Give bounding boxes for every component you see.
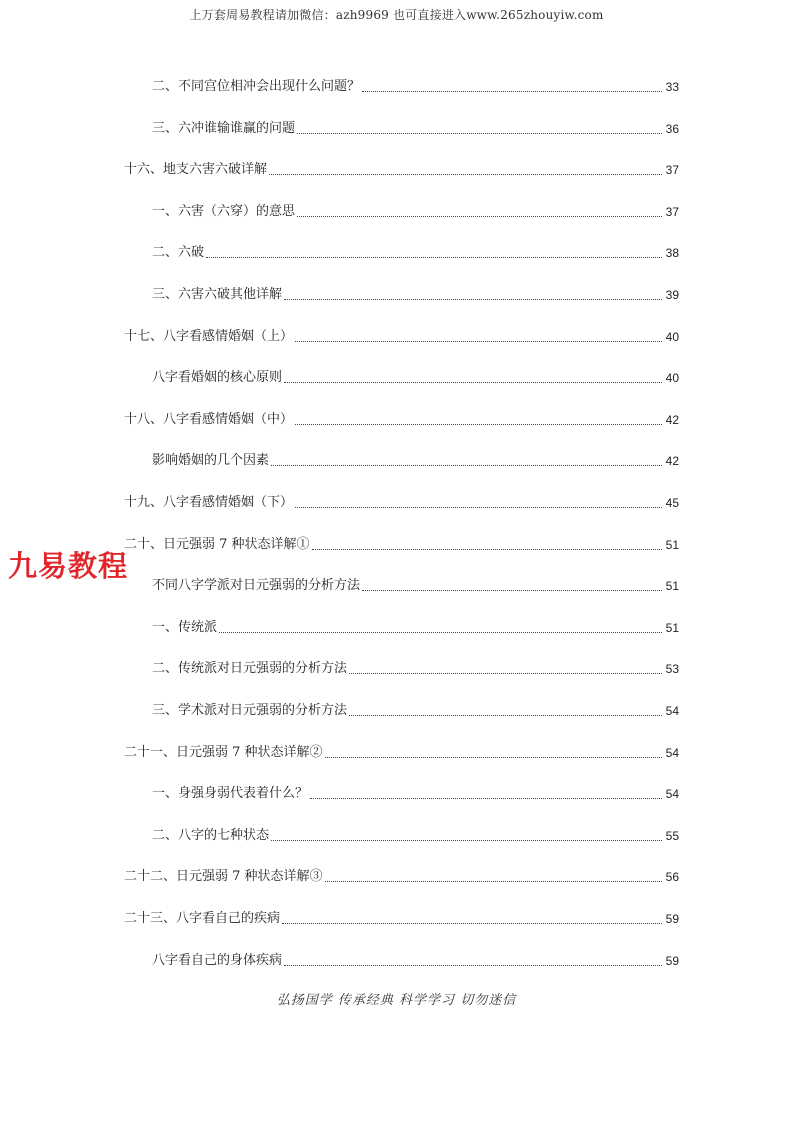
toc-entry[interactable]: [124, 411, 679, 429]
toc-dot-leader: [362, 590, 662, 591]
toc-entry[interactable]: [124, 744, 679, 762]
toc-entry-page-number: 42: [665, 413, 679, 427]
toc-entry[interactable]: [124, 494, 679, 512]
toc-entry-page-number: 59: [665, 912, 679, 926]
toc-entry-page-number: 37: [665, 205, 679, 219]
toc-entry[interactable]: [152, 577, 679, 595]
toc-dot-leader: [310, 798, 662, 799]
toc-entry[interactable]: [152, 286, 679, 304]
toc-dot-leader: [219, 632, 662, 633]
toc-entry-title: 一、传统派: [152, 620, 218, 635]
toc-dot-leader: [284, 299, 662, 300]
toc-entry-title: 二、传统派对日元强弱的分析方法: [152, 661, 348, 676]
toc-entry[interactable]: [152, 78, 679, 96]
toc-entry-page-number: 54: [665, 746, 679, 760]
toc-dot-leader: [284, 382, 662, 383]
toc-dot-leader: [349, 715, 662, 716]
toc-entry-page-number: 36: [665, 122, 679, 136]
toc-entry-title: 二、不同宫位相冲会出现什么问题？: [152, 79, 361, 94]
toc-entry[interactable]: [124, 868, 679, 886]
toc-entry-title: 十六、地支六害六破详解: [124, 162, 268, 177]
toc-entry[interactable]: [124, 161, 679, 179]
toc-entry-page-number: 54: [665, 787, 679, 801]
toc-dot-leader: [297, 133, 662, 134]
toc-entry[interactable]: [152, 660, 679, 678]
toc-entry-title: 一、六害（六穿）的意思: [152, 204, 296, 219]
toc-entry[interactable]: [152, 120, 679, 138]
toc-entry[interactable]: [152, 827, 679, 845]
toc-entry-page-number: 55: [665, 829, 679, 843]
toc-dot-leader: [362, 91, 662, 92]
toc-entry[interactable]: [152, 785, 679, 803]
toc-dot-leader: [295, 424, 662, 425]
toc-entry-title: 十八、八字看感情婚姻（中）: [124, 412, 294, 427]
toc-entry-title: 八字看自己的身体疾病: [152, 953, 283, 968]
toc-entry-page-number: 45: [665, 496, 679, 510]
toc-entry-title: 二十三、八字看自己的疾病: [124, 911, 281, 926]
watermark-logo: 九易教程: [8, 549, 129, 583]
toc-entry-page-number: 40: [665, 330, 679, 344]
toc-dot-leader: [271, 840, 662, 841]
toc-entry[interactable]: [124, 910, 679, 928]
toc-entry-title: 三、学术派对日元强弱的分析方法: [152, 703, 348, 718]
toc-entry-page-number: 33: [665, 80, 679, 94]
toc-entry[interactable]: [152, 452, 679, 470]
toc-dot-leader: [206, 257, 662, 258]
toc-entry-title: 十九、八字看感情婚姻（下）: [124, 495, 294, 510]
toc-entry[interactable]: [152, 702, 679, 720]
toc-entry-page-number: 51: [665, 538, 679, 552]
toc-dot-leader: [312, 549, 662, 550]
toc-entry-page-number: 54: [665, 704, 679, 718]
toc-dot-leader: [325, 757, 662, 758]
toc-entry-page-number: 38: [665, 246, 679, 260]
toc-entry-title: 影响婚姻的几个因素: [152, 453, 270, 468]
toc-entry[interactable]: [152, 244, 679, 262]
toc-entry-title: 三、六冲谁输谁赢的问题: [152, 121, 296, 136]
toc-entry[interactable]: [152, 203, 679, 221]
toc-entry-page-number: 39: [665, 288, 679, 302]
toc-dot-leader: [349, 673, 662, 674]
toc-entry-title: 二十二、日元强弱 7 种状态详解③: [124, 869, 323, 884]
toc-entry-title: 二、八字的七种状态: [152, 828, 270, 843]
toc-dot-leader: [297, 216, 662, 217]
toc-entry-title: 不同八字学派对日元强弱的分析方法: [152, 578, 361, 593]
page-footer: 弘扬国学 传承经典 科学学习 切勿迷信: [276, 993, 517, 1008]
toc-entry[interactable]: [152, 369, 679, 387]
page-header: 上万套周易教程请加微信：azh9969 也可直接进入www.265zhouyiw.com: [189, 8, 604, 22]
toc-entry[interactable]: [124, 328, 679, 346]
toc-entry-page-number: 40: [665, 371, 679, 385]
toc-entry[interactable]: [152, 619, 679, 637]
toc-entry-title: 二十、日元强弱 7 种状态详解①: [124, 537, 310, 552]
toc-dot-leader: [269, 174, 662, 175]
toc-entry-title: 二十一、日元强弱 7 种状态详解②: [124, 745, 323, 760]
toc-entry-title: 十七、八字看感情婚姻（上）: [124, 329, 294, 344]
toc-dot-leader: [282, 923, 662, 924]
toc-entry-title: 一、身强身弱代表着什么？: [152, 786, 309, 801]
toc-dot-leader: [325, 881, 662, 882]
toc-entry[interactable]: [152, 952, 679, 970]
toc-entry-page-number: 42: [665, 454, 679, 468]
toc-entry-page-number: 37: [665, 163, 679, 177]
toc-entry-title: 八字看婚姻的核心原则: [152, 370, 283, 385]
toc-entry[interactable]: [124, 536, 679, 554]
toc-dot-leader: [271, 465, 662, 466]
toc-dot-leader: [295, 507, 662, 508]
toc-dot-leader: [284, 965, 662, 966]
toc-entry-page-number: 59: [665, 954, 679, 968]
toc-entry-page-number: 56: [665, 870, 679, 884]
toc-entry-page-number: 51: [665, 621, 679, 635]
toc-entry-page-number: 53: [665, 662, 679, 676]
toc-entry-title: 二、六破: [152, 245, 205, 260]
toc-entry-title: 三、六害六破其他详解: [152, 287, 283, 302]
toc-dot-leader: [295, 341, 662, 342]
toc-entry-page-number: 51: [665, 579, 679, 593]
